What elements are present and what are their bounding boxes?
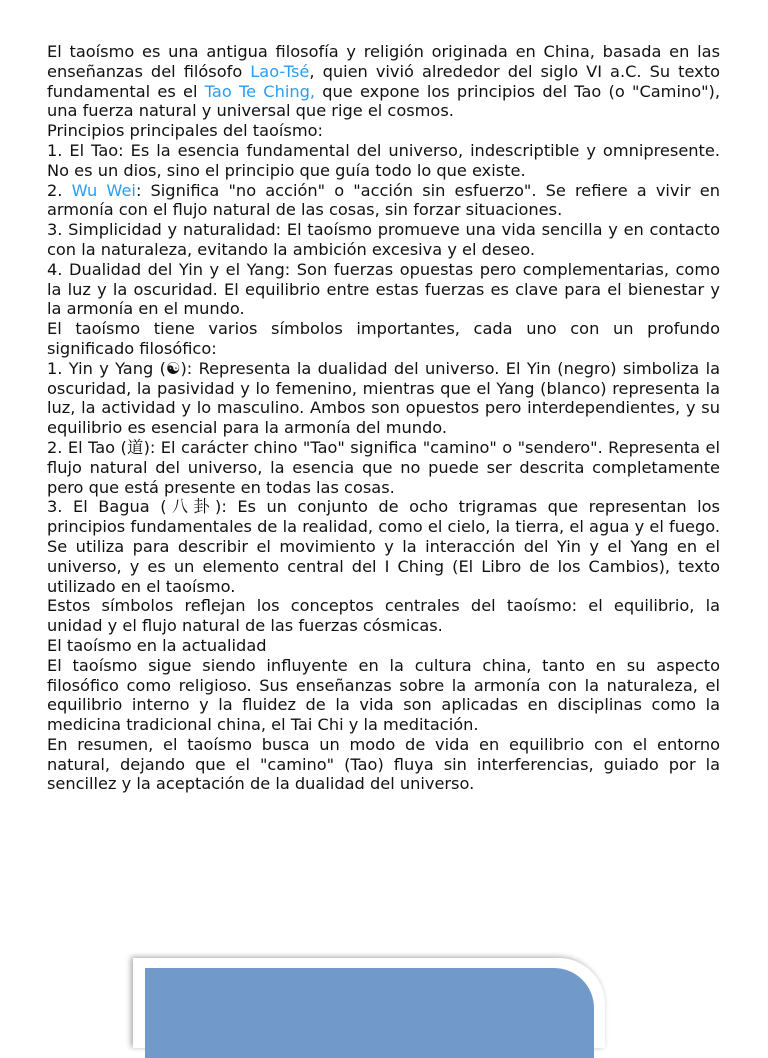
- blue-card: [145, 968, 594, 1058]
- principle-tao: 1. El Tao: Es la esencia fundamental del universo, indescriptible y omnipresente. No es un dios, sino el principio que guía todo lo que existe.: [47, 140, 720, 180]
- principle-number: 2.: [47, 180, 72, 200]
- intro-paragraph: [47, 42, 720, 121]
- principles-heading: Principios principales del taoísmo:: [47, 121, 323, 141]
- wu-wei-link[interactable]: Wu Wei: [71, 180, 136, 200]
- lao-tse-link[interactable]: Lao-Tsé: [250, 61, 310, 81]
- conclusion-paragraph: En resumen, el taoísmo busca un modo de vida en equilibrio con el entorno natural, dejando que el "camino" (Tao) fluya sin interferencias, guiado por la sencillez y la aceptación de la dualidad del universo.: [47, 734, 720, 794]
- document-body: [47, 42, 720, 794]
- today-heading: El taoísmo en la actualidad: [47, 635, 267, 655]
- intro-text-1: El taoísmo es una antigua filosofía y religión originada en China, basada en las enseñanzas del filósofo: [47, 42, 720, 81]
- intro-text-3: que expone los principios del Tao (o "Camino"), una fuerza natural y universal que rige el cosmos.: [47, 81, 721, 121]
- symbols-summary: Estos símbolos reflejan los conceptos centrales del taoísmo: el equilibrio, la unidad y el flujo natural de las fuerzas cósmicas.: [47, 596, 720, 636]
- card-frame: [133, 958, 605, 1048]
- intro-text-2: , quien vivió alrededor del siglo VI a.C. Su texto fundamental es el: [47, 61, 720, 101]
- symbol-tao: 2. El Tao (道): El carácter chino "Tao" significa "camino" o "sendero". Representa el flujo natural del universo, la esencia que no puede ser descrita completamente pero que está presente en todas las cosas.: [47, 437, 720, 497]
- principle-yin-yang: 4. Dualidad del Yin y el Yang: Son fuerzas opuestas pero complementarias, como la luz y la oscuridad. El equilibrio entre estas fuerzas es clave para el bienestar y la armonía en el mundo.: [47, 259, 720, 319]
- symbols-intro: El taoísmo tiene varios símbolos importantes, cada uno con un profundo significado filosófico:: [47, 319, 720, 358]
- symbol-yin-yang: 1. Yin y Yang (☯): Representa la dualidad del universo. El Yin (negro) simboliza la oscuridad, la pasividad y lo femenino, mientras que el Yang (blanco) representa la luz, la actividad y lo masculino. Ambos son opuestos pero interdependientes, y su equilibrio es esencial para la armonía del mundo.: [47, 358, 720, 438]
- principle-wu-wei-text: : Significa "no acción" o "acción sin esfuerzo". Se refiere a vivir en armonía con el flujo natural de las cosas, sin forzar situaciones.: [47, 180, 721, 220]
- symbol-bagua: 3. El Bagua (八卦): Es un conjunto de ocho trigramas que representan los principios fundamentales de la realidad, como el cielo, la tierra, el agua y el fuego. Se utiliza para describir el movimiento y la interacción del Yin y el Yang en el universo, y es un elemento central del I Ching (El Libro de los Cambios), texto utilizado en el taoísmo.: [47, 497, 720, 596]
- tao-te-ching-link[interactable]: Tao Te Ching,: [204, 81, 316, 101]
- principle-simplicity: 3. Simplicidad y naturalidad: El taoísmo promueve una vida sencilla y en contacto con la naturaleza, evitando la ambición excesiva y el deseo.: [47, 220, 720, 259]
- today-paragraph: El taoísmo sigue siendo influyente en la cultura china, tanto en su aspecto filosófico como religioso. Sus enseñanzas sobre la armonía con la naturaleza, el equilibrio interno y la fluidez de la vida son aplicadas en disciplinas como la medicina tradicional china, el Tai Chi y la meditación.: [47, 655, 720, 735]
- principle-wu-wei: [47, 181, 720, 221]
